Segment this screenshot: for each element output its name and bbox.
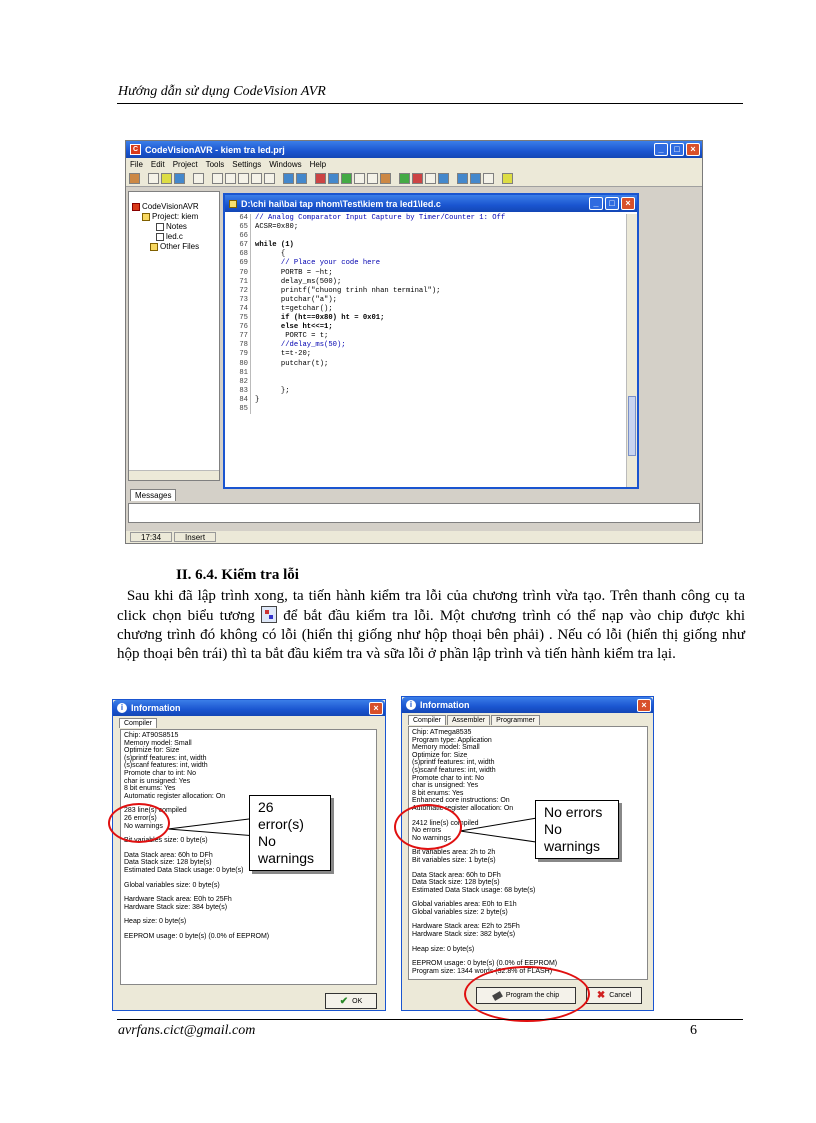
info-line: Estimated Data Stack usage: 0 byte(s) [124,866,244,874]
info-icon: i [406,700,416,710]
line-number: 67 [227,241,251,250]
x-icon: ✖ [596,990,606,1001]
info-line: Memory model: Small [124,739,192,747]
code-text: t=t-20; [255,350,312,359]
info-line: (s)scanf features: int, width [124,762,208,770]
info-line: 283 line(s) compiled [124,807,187,815]
code-text: } [255,395,260,404]
check-icon: ✔ [339,995,349,1007]
info-line: Enhanced core instructions: On [412,797,510,805]
line-number: 83 [227,387,251,396]
line-number: 81 [227,369,251,378]
info-line: No warnings [412,834,451,842]
line-number: 82 [227,378,251,387]
dialog-title-bar[interactable]: i Information × [113,700,385,716]
code-text: t=getchar(); [255,304,333,313]
menu-windows[interactable]: Windows [269,160,302,169]
body-paragraph: Sau khi đã lập trình xong, ta tiến hành kiểm tra lỗi của chương trình vừa tạo. Trên thanh công cụ ta click chọn biểu tương để bắt đầu kiểm tra lỗi. Một chương trình có thể nạp vào chip được khi chương trình đó không có lỗi (hiển thị giống như hộp thoại bên phải) . Nếu có lỗi (hiển thị giống như hộp thoại bên trái) thì ta bắt đầu kiểm tra và sữa lỗi ở phần lập trình và tiến hành kiểm tra lại. [117,588,745,662]
info-line: Bit variables size: 1 byte(s) [412,856,496,864]
codevision-app-icon: C [130,144,141,155]
info-line: Estimated Data Stack usage: 68 byte(s) [412,886,536,894]
line-number: 65 [227,223,251,232]
info-line: Chip: ATmega8535 [412,729,472,736]
tab-assembler[interactable]: Assembler [447,715,490,725]
line-number: 71 [227,278,251,287]
code-text: ACSR=0x80; [255,223,299,232]
line-number: 78 [227,341,251,350]
info-line: Promote char to int: No [412,774,484,782]
info-line: EEPROM usage: 0 byte(s) (0.0% of EEPROM) [412,960,558,968]
line-number: 73 [227,296,251,305]
line-number: 84 [227,396,251,405]
running-header: Hướng dẫn sử dụng CodeVision AVR [118,84,326,99]
line-number: 76 [227,323,251,332]
info-line: Program size: 1344 words (32.8% of FLASH) [412,967,553,975]
info-line: 2412 line(s) compiled [412,819,479,827]
code-text: //delay_ms(50); [255,341,346,350]
program-chip-button[interactable]: Program the chip [476,987,576,1004]
menu-project[interactable]: Project [172,160,198,169]
code-text: { [255,250,286,259]
info-line: 8 bit enums: Yes [124,785,176,793]
code-text: printf("chuong trinh nhan terminal"); [255,286,441,295]
close-icon[interactable]: × [637,699,651,712]
program-chip-highlight-circle [464,966,590,1022]
ide-title: CodeVisionAVR - kiem tra led.prj [145,144,285,155]
line-number: 66 [227,232,251,241]
info-line: Automatic register allocation: On [412,804,514,812]
info-line: Program type: Application [412,736,492,744]
section-heading: II. 6.4. Kiểm tra lỗi [176,567,299,583]
info-line: (s)printf features: int, width [412,759,495,767]
line-number: 77 [227,332,251,341]
info-line: Bit variables size: 0 byte(s) [124,837,208,845]
info-line: Global variables size: 2 byte(s) [412,908,508,916]
dialog-title-bar[interactable]: i Information × [402,697,653,713]
line-number: 69 [227,259,251,268]
editor-close-icon[interactable]: × [621,197,635,210]
info-line: Automatic register allocation: On [124,792,226,800]
info-line: Global variables area: E0h to E1h [412,901,517,909]
info-line: 26 error(s) [124,814,157,822]
code-text: else ht<<=1; [255,323,333,332]
code-text: delay_ms(500); [255,277,342,286]
info-line: EEPROM usage: 0 byte(s) (0.0% of EEPROM) [124,932,270,940]
tree-item-other-files[interactable]: Other Files [132,242,199,252]
info-line: Promote char to int: No [124,769,196,777]
code-text: putchar(t); [255,359,329,368]
line-number: 72 [227,287,251,296]
info-line: Global variables size: 0 byte(s) [124,881,220,889]
error-callout: 26 error(s) No warnings [249,795,331,871]
menu-file[interactable]: File [130,160,143,169]
menu-help[interactable]: Help [309,160,327,169]
footer-email: avrfans.cict@gmail.com [118,1023,256,1038]
tree-item-codevision[interactable]: CodeVisionAVR [132,202,199,212]
cancel-button[interactable]: ✖ Cancel [586,987,642,1004]
code-text: // Analog Comparator Input Capture by Timer/Counter 1: Off [255,214,506,222]
code-text: while (1) [255,241,294,250]
menu-edit[interactable]: Edit [150,160,165,169]
code-text: if (ht==0x80) ht = 0x01; [255,314,385,323]
line-number: 68 [227,250,251,259]
info-line: Hardware Stack area: E2h to 25Fh [412,923,520,931]
editor-minimize-icon[interactable]: _ [589,197,603,210]
info-line: No warnings [124,822,163,830]
menu-tools[interactable]: Tools [205,160,225,169]
editor-maximize-icon[interactable]: □ [605,197,619,210]
info-line: char is unsigned: Yes [124,777,191,785]
info-line: Hardware Stack area: E0h to 25Fh [124,896,232,904]
info-line: Data Stack size: 128 byte(s) [124,859,212,867]
footer-rule [117,1019,743,1020]
info-line: Bit variables area: 2h to 2h [412,849,496,857]
info-line: Heap size: 0 byte(s) [124,918,187,926]
editor-title: D:\chi hai\bai tap nhom\Test\kiem tra led1\led.c [241,198,441,209]
close-icon[interactable]: × [686,143,700,156]
code-text: }; [255,386,290,395]
line-number: 70 [227,269,251,278]
info-icon: i [117,703,127,713]
tab-programmer[interactable]: Programmer [491,715,540,725]
code-text: PORTB = ~ht; [255,268,333,277]
tab-compiler[interactable]: Compiler [408,715,446,725]
line-number: 75 [227,314,251,323]
info-line: Data Stack area: 60h to DFh [412,871,501,879]
messages-tab[interactable]: Messages [130,489,176,501]
info-line: Optimize for: Size [412,751,468,759]
line-number: 79 [227,350,251,359]
info-line: Heap size: 0 byte(s) [412,945,475,953]
success-highlight-circle [394,804,462,850]
info-line: No errors [412,827,442,835]
info-line: 8 bit enums: Yes [412,789,464,797]
info-line: Optimize for: Size [124,747,180,755]
menu-settings[interactable]: Settings [232,160,262,169]
minimize-icon[interactable]: _ [654,143,668,156]
info-line: Chip: AT90S8515 [124,732,179,739]
page-number: 6 [690,1023,697,1038]
maximize-icon[interactable]: □ [670,143,684,156]
info-line: Data Stack area: 60h to DFh [124,851,213,859]
code-text: // Place your code here [255,259,381,268]
line-number: 74 [227,305,251,314]
tree-item-led-c[interactable]: led.c [132,232,199,242]
info-line: Hardware Stack size: 384 byte(s) [124,903,228,911]
line-number: 80 [227,360,251,369]
status-time: 17:34 [130,532,172,542]
info-line: (s)printf features: int, width [124,754,207,762]
info-line: Hardware Stack size: 382 byte(s) [412,931,516,939]
line-number: 85 [227,405,251,414]
tree-item-notes[interactable]: Notes [132,222,199,232]
error-highlight-circle [108,803,170,843]
status-mode: Insert [174,532,216,542]
info-line: char is unsigned: Yes [412,782,479,790]
tree-item-project[interactable]: Project: kiem [132,212,199,222]
code-text: putchar("a"); [255,295,337,304]
close-icon[interactable]: × [369,702,383,715]
info-line: Memory model: Small [412,744,480,752]
ok-button[interactable]: ✔ OK [325,993,377,1009]
info-line: Data Stack size: 128 byte(s) [412,879,500,887]
success-callout: No errors No warnings [535,800,619,859]
line-number: 64 [227,214,251,223]
info-line: (s)scanf features: int, width [412,766,496,774]
tab-compiler[interactable]: Compiler [119,718,157,728]
code-text: PORTC = t; [255,332,329,341]
